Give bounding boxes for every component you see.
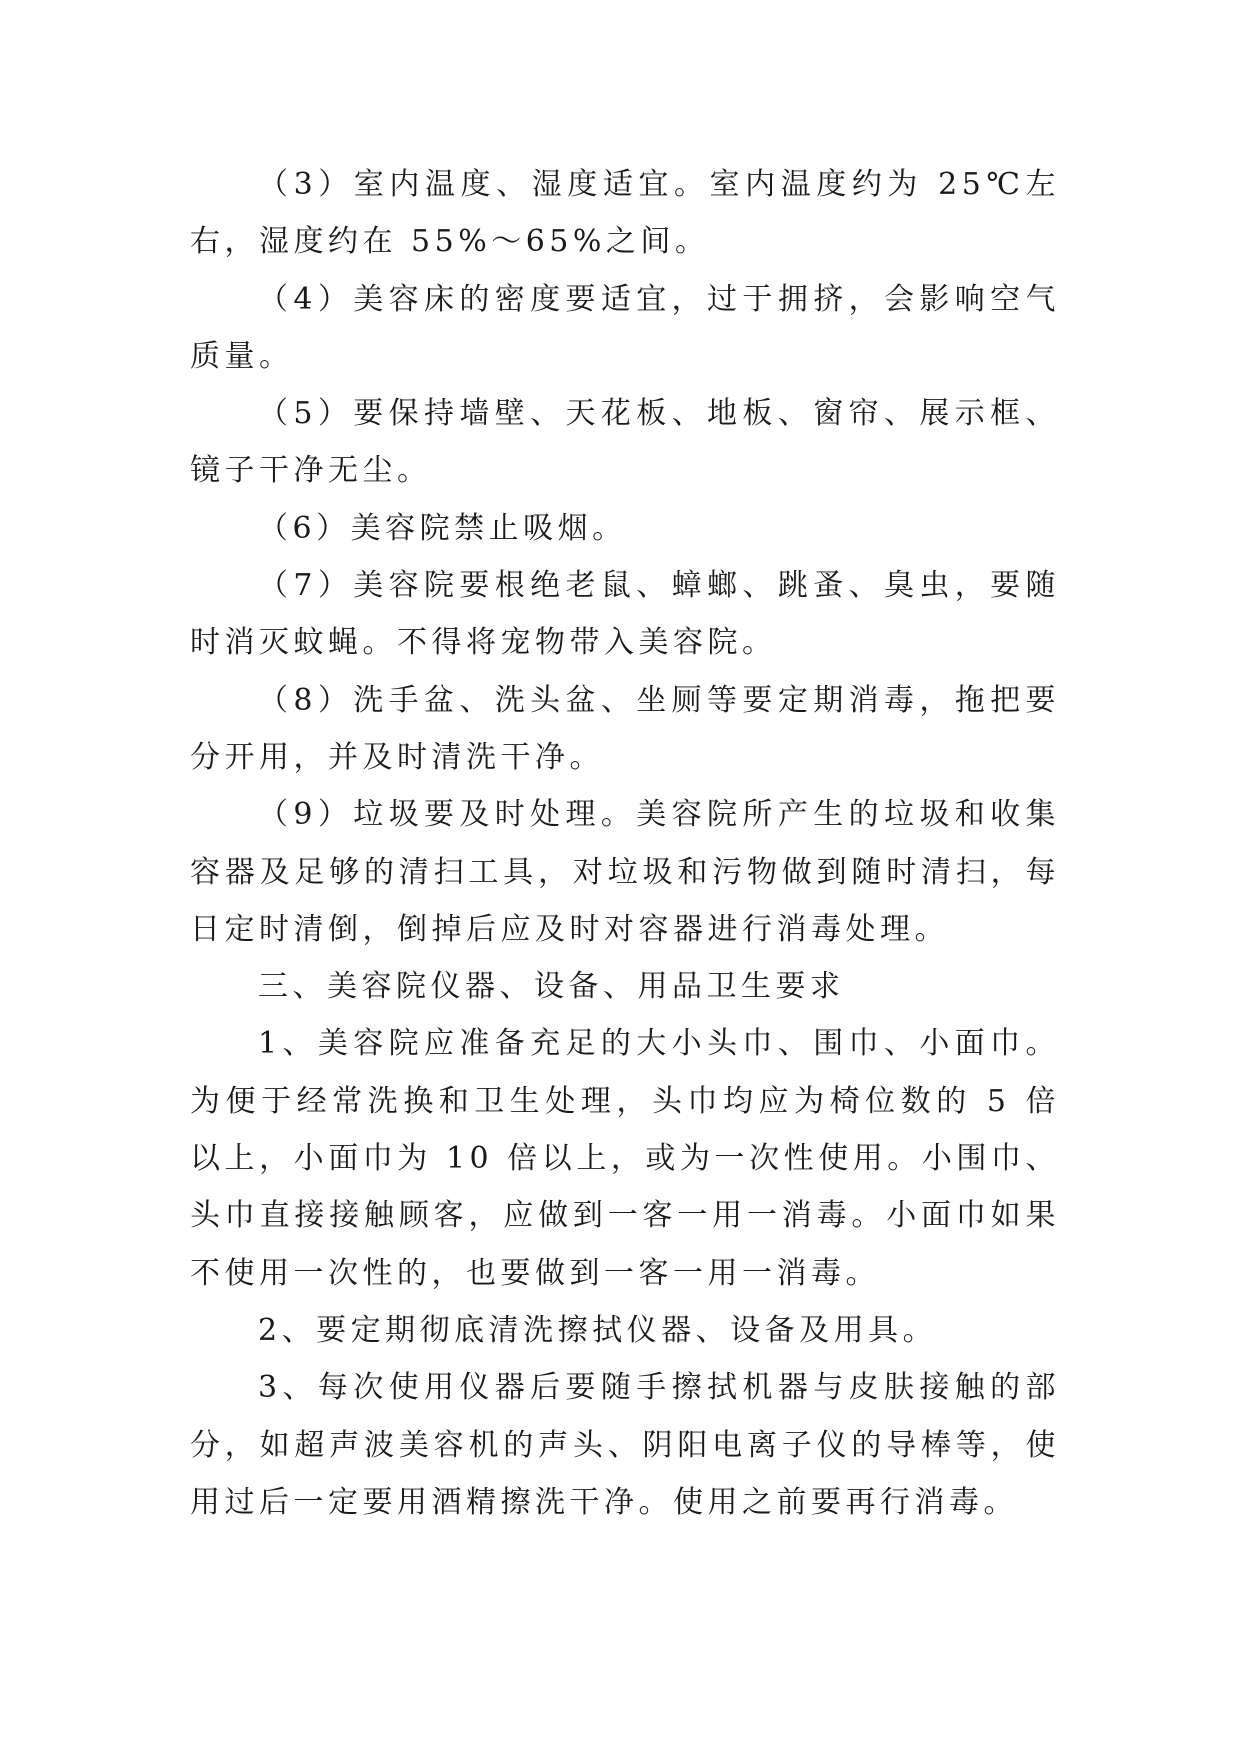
paragraph-item-9: （9）垃圾要及时处理。美容院所产生的垃圾和收集容器及足够的清扫工具，对垃圾和污物做到随时清扫，每日定时清倒，倒掉后应及时对容器进行消毒处理。 [190,797,1060,947]
paragraph-item-5: （5）要保持墙壁、天花板、地板、窗帘、展示框、镜子干净无尘。 [190,396,1060,489]
paragraph-point-3: 3、每次使用仪器后要随手擦拭机器与皮肤接触的部分，如超声波美容机的声头、阴阳电离子仪的导棒等，使用过后一定要用酒精擦洗干净。使用之前要再行消毒。 [190,1370,1060,1520]
paragraph-item-6: （6）美容院禁止吸烟。 [258,510,627,546]
paragraph-point-1: 1、美容院应准备充足的大小头巾、围巾、小面巾。为便于经常洗换和卫生处理，头巾均应为椅位数的 5 倍以上，小面巾为 10 倍以上，或为一次性使用。小围巾、头巾直接接触顾客，应做到一客一用一消毒。小面巾如果不使用一次性的，也要做到一客一用一消毒。 [190,1026,1060,1291]
paragraph-item-3: （3）室内温度、湿度适宜。室内温度约为 25℃左右，湿度约在 55%～65%之间。 [190,167,1060,260]
paragraph-item-4: （4）美容床的密度要适宜，过于拥挤，会影响空气质量。 [190,281,1060,374]
paragraph-item-7: （7）美容院要根绝老鼠、蟑螂、跳蚤、臭虫，要随时消灭蚊蝇。不得将宠物带入美容院。 [190,568,1060,661]
section-heading: 三、美容院仪器、设备、用品卫生要求 [258,969,845,1005]
document-body [190,156,1060,1531]
paragraph-point-2: 2、要定期彻底清洗擦拭仪器、设备及用具。 [258,1312,938,1348]
paragraph-item-8: （8）洗手盆、洗头盆、坐厕等要定期消毒，拖把要分开用，并及时清洗干净。 [190,682,1060,775]
